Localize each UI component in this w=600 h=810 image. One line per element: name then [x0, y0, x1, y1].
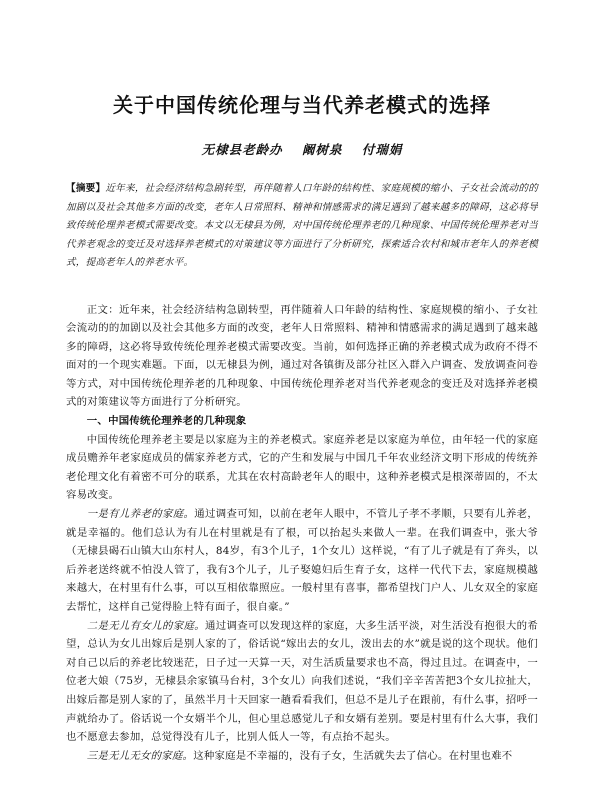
author-affiliation: 无棣县老龄办	[201, 142, 283, 157]
abstract-label: 【摘要】	[66, 183, 106, 194]
author-name-2: 付瑞娟	[361, 142, 403, 157]
case-paragraph-2	[66, 617, 538, 747]
document-page	[0, 92, 600, 810]
article-title: 关于中国传统伦理与当代养老模式的选择	[113, 93, 491, 117]
case-text-2: 通过调查可以发现这样的家庭，大多生活平淡，对生活没有抱很大的希望，总认为女儿出嫁后是别人家的了，俗话说“嫁出去的女儿，泼出去的水”就是说的这个现状。他们对自己以后的养老比较迷茫，日子过一天算一天，对生活质量要求也不高，得过且过。在调查中，一位老大娘（75岁，无棣县余家镇马台村，3个女儿）向我们述说，“我们辛辛苦苦把3个女儿拉扯大，出嫁后都是别人家的了，虽然半月十天回家一趟看看我们，但总不是儿子在跟前，有什么事，招呼一声就给办了。俗话说一个女婿半个儿，但心里总感觉儿子和女婿有差别。要是村里有什么大事，我们也不愿意去参加，总觉得没有儿子，比别人低人一等，有点抬不起头。	[66, 619, 539, 744]
abstract	[66, 180, 538, 273]
author-name-1: 阚树泉	[301, 142, 343, 157]
case-paragraph-3	[66, 747, 538, 766]
section-heading: 一、中国传统伦理养老的几种现象	[86, 415, 247, 428]
case-label-1: 一是有儿养老的家庭。	[86, 508, 195, 521]
case-label-2: 二是无儿有女儿的家庭。	[86, 619, 205, 632]
section-paragraph: 中国传统伦理养老主要是以家庭为主的养老模式。家庭养老是以家庭为单位，由年轻一代的家庭成员赡养年老家庭成员的儒家养老方式，它的产生和发展与中国几千年农业经济文明下形成的传统养老伦理文化有着密不可分的联系，尤其在农村高龄老年人的眼中，这种养老模式是根深蒂固的，不太容易改变。	[66, 433, 538, 502]
abstract-text: 近年来，社会经济结构急剧转型，再伴随着人口年龄的结构性、家庭规模的缩小、子女社会流动的的加剧以及社会其他多方面的改变，老年人日常照料、精神和情感需求的满足遇到了越来越多的障碍，这必将导致传统伦理养老模式需要改变。本文以无棣县为例，对中国传统伦理养老的几种现象、中国传统伦理养老对当代养老观念的变迁及对选择养老模式的对策建议等方面进行了分析研究，探索适合农村和城市老年人的养老模式，提高老年人的养老水平。	[66, 183, 538, 268]
intro-paragraph: 正文：近年来，社会经济结构急剧转型，再伴随着人口年龄的结构性、家庭规模的缩小、子女社会流动的的加剧以及社会其他多方面的改变，老年人日常照料、精神和情感需求的满足遇到了越来越多的障碍，这必将导致传统伦理养老模式需要改变。当前，如何选择正确的养老模式成为政府不得不面对的一个现实难题。下面，以无棣县为例，通过对各镇街及部分社区入群入户调查、发放调查问卷等方式，对中国传统伦理养老的几种现象、中国传统伦理养老对当代养老观念的变迁及对选择养老模式的对策建议等方面进行了分析研究。	[66, 303, 538, 409]
case-text-3: 这种家庭是不幸福的，没有子女，生活就失去了信心。在村里也难不	[193, 749, 513, 762]
article-body	[66, 301, 538, 766]
author-line	[66, 140, 538, 158]
case-paragraph-1	[66, 505, 538, 617]
case-label-3: 三是无儿无女的家庭。	[86, 749, 194, 762]
case-text-1: 通过调查可知，以前在老年人眼中，不管儿子孝不孝顺，只要有儿养老，就是幸福的。他们总认为有儿在村里就是有了根，可以抬起头来做人一辈。在我们调查中，张大爷（无棣县碣石山镇大山东村人，84岁，有3个儿子，1个女儿）这样说，“有了儿子就是有了奔头，以后养老送终就不怕没人管了，我有3个儿子，儿子娶媳妇后生育子女，这样一代代下去，家庭规模越来越大，在村里有什么事，可以互相依靠照应。一般村里有喜事，都希望找门户人、儿女双全的家庭去帮忙，这样自己觉得脸上特有面子，很自豪。”	[66, 508, 539, 613]
